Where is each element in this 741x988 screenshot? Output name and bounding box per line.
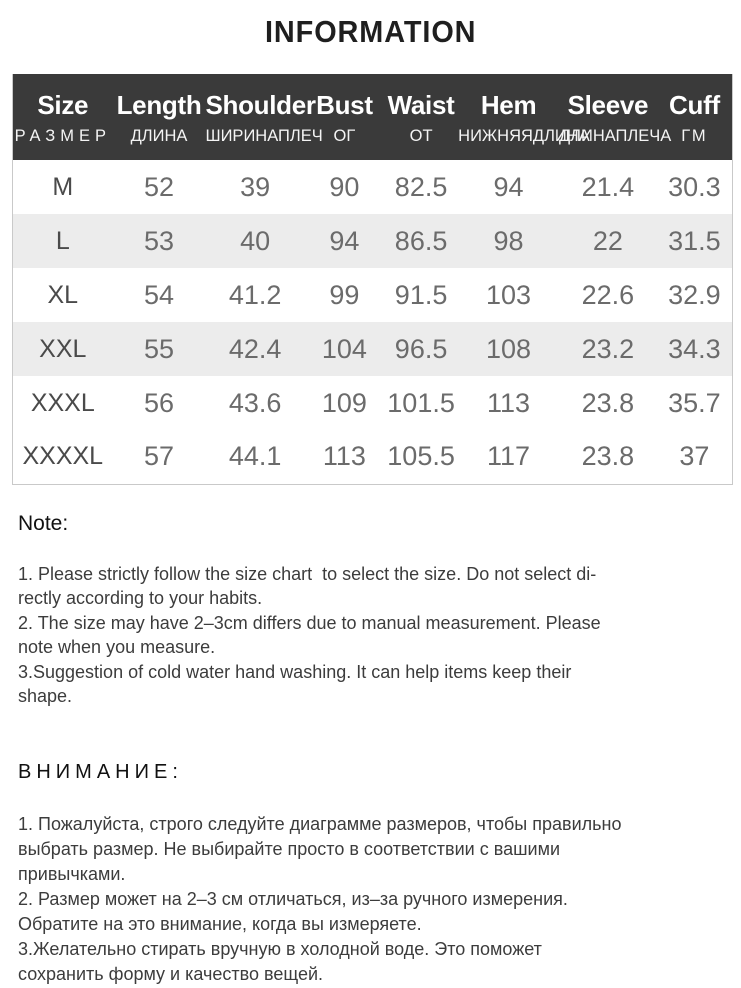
cell-sleeve: 21.4	[581, 171, 635, 202]
note-section-en	[18, 512, 723, 709]
cell-waist: 101.5	[387, 387, 455, 418]
cell-cuff: 35.7	[668, 387, 721, 418]
table-header	[13, 74, 733, 160]
cell-bust: 94	[329, 225, 360, 256]
note-line: 3.Желательно стирать вручную в холодной воде. Это поможет	[18, 938, 542, 959]
cell-shoulder: 41.2	[228, 279, 282, 310]
cell-waist: 82.5	[394, 171, 448, 202]
table-row-xxxxl	[13, 430, 733, 484]
table-row-xxxl	[13, 376, 733, 430]
table-row-xxl	[13, 322, 733, 376]
cell-hem: 108	[486, 333, 532, 364]
cell-length: 52	[143, 171, 175, 202]
note-line: shape.	[18, 686, 73, 706]
cell-bust: 113	[322, 441, 366, 472]
cell-size: XL	[47, 280, 79, 309]
col-subheader-cuff-ru: ГМ	[681, 127, 708, 145]
cell-waist: 91.5	[394, 279, 448, 310]
cell-length: 57	[143, 441, 175, 472]
col-header-bust: Bust	[316, 89, 373, 120]
cell-length: 55	[143, 333, 175, 364]
note-line: note when you measure.	[18, 637, 216, 657]
table-body	[13, 160, 733, 484]
page-title	[0, 0, 741, 49]
note-line: rectly according to your habits.	[18, 588, 263, 608]
cell-cuff: 34.3	[668, 333, 721, 364]
cell-sleeve: 22.6	[581, 279, 635, 310]
note-heading-ru: ВНИМАНИЕ:	[18, 760, 183, 783]
col-header-hem: Hem	[480, 89, 537, 120]
cell-cuff: 37	[679, 441, 710, 472]
cell-length: 56	[143, 387, 175, 418]
cell-bust: 104	[321, 333, 367, 364]
cell-shoulder: 44.1	[228, 441, 282, 472]
cell-cuff: 32.9	[668, 279, 721, 310]
cell-size: XXL	[39, 334, 87, 363]
cell-shoulder: 40	[240, 225, 271, 256]
col-subheader-waist-ru: ОТ	[409, 127, 433, 145]
cell-bust: 109	[321, 387, 367, 418]
note-line: выбрать размер. Не выбирайте просто в соответствии с вашими	[18, 838, 561, 859]
note-line: Обратите на это внимание, когда вы измеряете.	[18, 913, 422, 934]
note-line: 3.Suggestion of cold water hand washing. It can help items keep their	[18, 661, 572, 682]
col-header-waist: Waist	[387, 89, 455, 120]
col-subheader-length-ru: ДЛИНА	[130, 127, 188, 145]
cell-cuff: 31.5	[668, 225, 721, 256]
cell-hem: 113	[487, 387, 531, 418]
cell-size: L	[55, 226, 70, 255]
cell-size: M	[52, 172, 74, 201]
table-row-l	[13, 214, 733, 268]
size-table	[12, 74, 733, 485]
cell-bust: 90	[329, 171, 360, 202]
table-row-m	[13, 160, 733, 214]
cell-length: 53	[143, 225, 175, 256]
cell-hem: 103	[486, 279, 532, 310]
cell-sleeve: 23.8	[581, 387, 635, 418]
col-header-sleeve: Sleeve	[567, 89, 649, 120]
cell-cuff: 30.3	[668, 171, 721, 202]
cell-hem: 98	[493, 225, 524, 256]
note-heading-en: Note:	[18, 511, 69, 535]
cell-size: XXXXL	[22, 442, 104, 471]
note-line: 1. Пожалуйста, строго следуйте диаграмме размеров, чтобы правильно	[18, 813, 622, 834]
col-subheader-hem-ru: НИЖНЯЯДЛИНА	[458, 127, 590, 145]
note-line: сохранить форму и качество вещей.	[18, 963, 324, 984]
col-header-shoulder: Shoulder	[205, 89, 316, 120]
cell-sleeve: 22	[592, 225, 623, 256]
cell-waist: 86.5	[394, 225, 448, 256]
note-line: 2. Размер может на 2–3 см отличаться, из–за ручного измерения.	[18, 888, 568, 909]
cell-waist: 105.5	[387, 441, 455, 472]
cell-length: 54	[143, 279, 175, 310]
cell-shoulder: 39	[240, 171, 271, 202]
note-line: привычками.	[18, 863, 126, 884]
cell-shoulder: 42.4	[228, 333, 282, 364]
col-subheader-shoulder-ru: ШИРИНАПЛЕЧ	[205, 127, 323, 145]
note-line: 2. The size may have 2–3cm differs due to manual measurement. Please	[18, 612, 601, 633]
col-subheader-bust-ru: ОГ	[333, 127, 356, 145]
col-subheader-size-ru: РАЗМЕР	[14, 127, 112, 145]
cell-waist: 96.5	[394, 333, 448, 364]
col-header-length: Length	[116, 89, 202, 120]
cell-size: XXXL	[30, 388, 95, 417]
cell-hem: 117	[487, 441, 531, 472]
cell-bust: 99	[329, 279, 360, 310]
cell-hem: 94	[493, 171, 524, 202]
size-chart-table	[12, 74, 733, 485]
col-header-cuff: Cuff	[669, 89, 720, 120]
col-header-size: Size	[37, 89, 89, 120]
col-subheader-sleeve-ru: ДЛИНАПЛЕЧА	[558, 127, 672, 145]
cell-sleeve: 23.8	[581, 441, 635, 472]
note-line: 1. Please strictly follow the size chart to select the size. Do not select di-	[18, 563, 597, 584]
table-row-xl	[13, 268, 733, 322]
note-section-ru	[18, 761, 723, 987]
header-row-ru	[13, 126, 733, 160]
cell-sleeve: 23.2	[581, 333, 635, 364]
header-row-en	[13, 74, 733, 126]
cell-shoulder: 43.6	[228, 387, 282, 418]
page-title-text: INFORMATION	[264, 14, 477, 49]
